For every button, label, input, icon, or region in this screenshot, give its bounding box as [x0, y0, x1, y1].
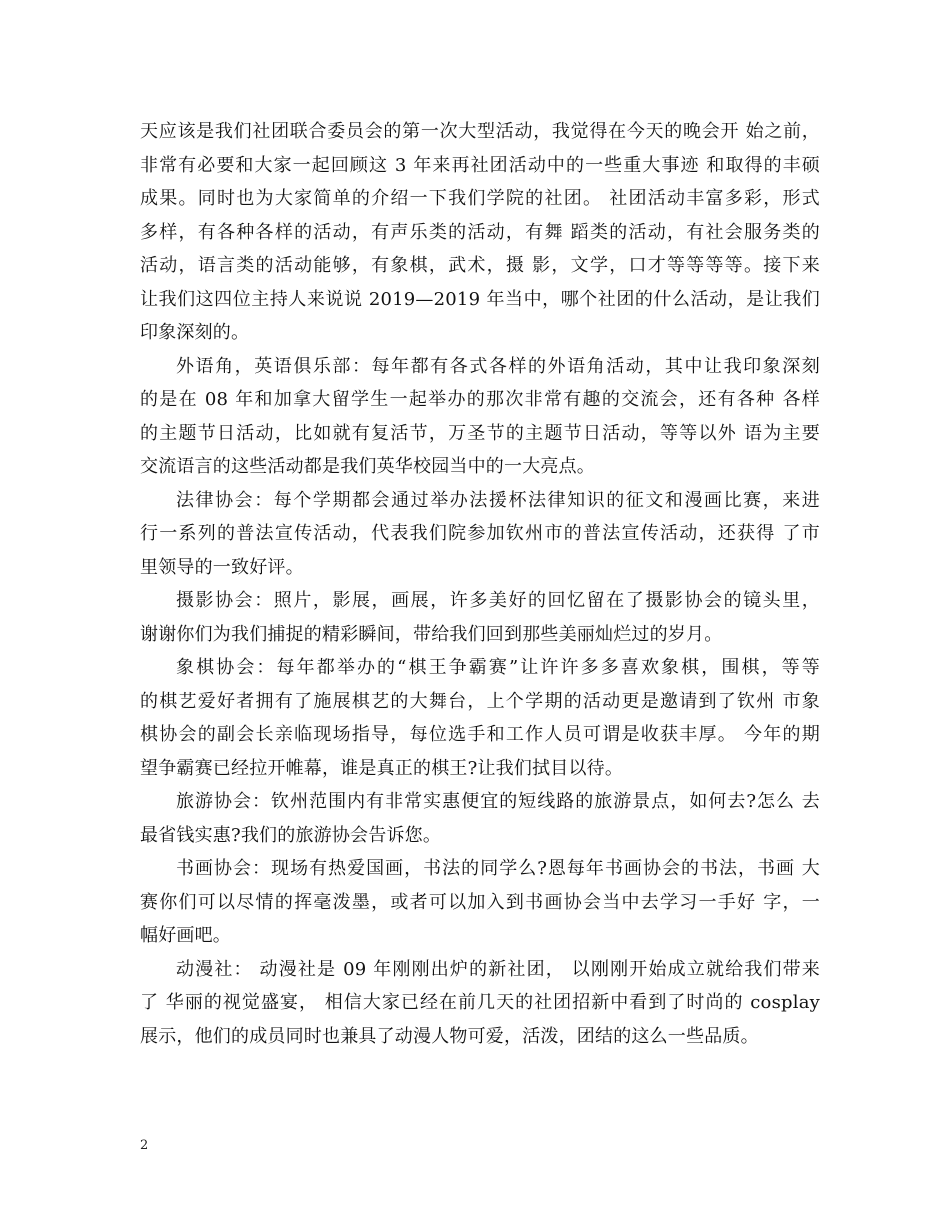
text-line: 的棋艺爱好者拥有了施展棋艺的大舞台，上个学期的活动更是邀请到了钦州 市象	[140, 690, 820, 712]
text-line: 展示，他们的成员同时也兼具了动漫人物可爱，活泼，团结的这么一些品质。	[140, 1025, 759, 1047]
text-line: 书画协会：现场有热爱国画，书法的同学么?恩每年书画协会的书法，书画 大	[176, 858, 820, 879]
text-line: 法律协会：每个学期都会通过举办法援杯法律知识的征文和漫画比赛，来进	[176, 489, 820, 511]
text-line: 了 华丽的视觉盛宴， 相信大家已经在前几天的社团招新中看到了时尚的 cosplay	[140, 992, 820, 1013]
text-line: 摄影协会：照片，影展，画展，许多美好的回忆留在了摄影协会的镜头里，	[176, 590, 820, 611]
text-line: 印象深刻的。	[140, 322, 250, 343]
text-line: 赛你们可以尽情的挥毫泼墨，或者可以加入到书画协会当中去学习一手好 字，一	[140, 891, 820, 913]
body-text	[140, 115, 820, 1053]
text-line: 天应该是我们社团联合委员会的第一次大型活动，我觉得在今天的晚会开 始之前，	[140, 121, 820, 142]
text-line: 成果。同时也为大家简单的介绍一下我们学院的社团。 社团活动丰富多彩，形式	[140, 188, 820, 209]
text-line: 的主题节日活动，比如就有复活节，万圣节的主题节日活动，等等以外 语为主要	[140, 422, 820, 444]
text-line: 最省钱实惠?我们的旅游协会告诉您。	[140, 824, 442, 846]
text-line: 旅游协会：钦州范围内有非常实惠便宜的短线路的旅游景点，如何去?怎么 去	[176, 791, 820, 812]
text-line: 棋协会的副会长亲临现场指导，每位选手和工作人员可谓是收获丰厚。 今年的期	[140, 724, 820, 745]
text-line: 象棋协会：每年都举办的“棋王争霸赛”让许许多多喜欢象棋，围棋，等等	[176, 657, 820, 678]
text-line: 让我们这四位主持人来说说 2019—2019 年当中，哪个社团的什么活动，是让我们	[140, 288, 820, 310]
text-line: 活动，语言类的活动能够，有象棋，武术，摄 影，文学，口才等等等等。接下来	[140, 255, 820, 276]
text-line: 望争霸赛已经拉开帷幕，谁是真正的棋王?让我们拭目以待。	[140, 757, 624, 779]
text-line: 外语角，英语俱乐部：每年都有各式各样的外语角活动，其中让我印象深刻	[176, 355, 820, 377]
text-line: 非常有必要和大家一起回顾这 3 年来再社团活动中的一些重大事迹 和取得的丰硕	[140, 154, 820, 176]
text-line: 动漫社： 动漫社是 09 年刚刚出炉的新社团， 以刚刚开始成立就给我们带来	[176, 958, 820, 980]
text-line: 交流语言的这些活动都是我们英华校园当中的一大亮点。	[140, 456, 595, 477]
text-line: 幅好画吧。	[140, 925, 231, 946]
text-line: 里领导的一致好评。	[140, 556, 304, 578]
text-line: 多样，有各种各样的活动，有声乐类的活动，有舞 蹈类的活动，有社会服务类的	[140, 221, 820, 243]
text-line: 行一系列的普法宣传活动，代表我们院参加钦州市的普法宣传活动，还获得 了市	[140, 523, 820, 544]
text-line: 的是在 08 年和加拿大留学生一起举办的那次非常有趣的交流会，还有各种 各样	[140, 389, 820, 410]
text-line: 谢谢你们为我们捕捉的精彩瞬间，带给我们回到那些美丽灿烂过的岁月。	[140, 623, 723, 645]
page-number: 2	[140, 1138, 149, 1153]
